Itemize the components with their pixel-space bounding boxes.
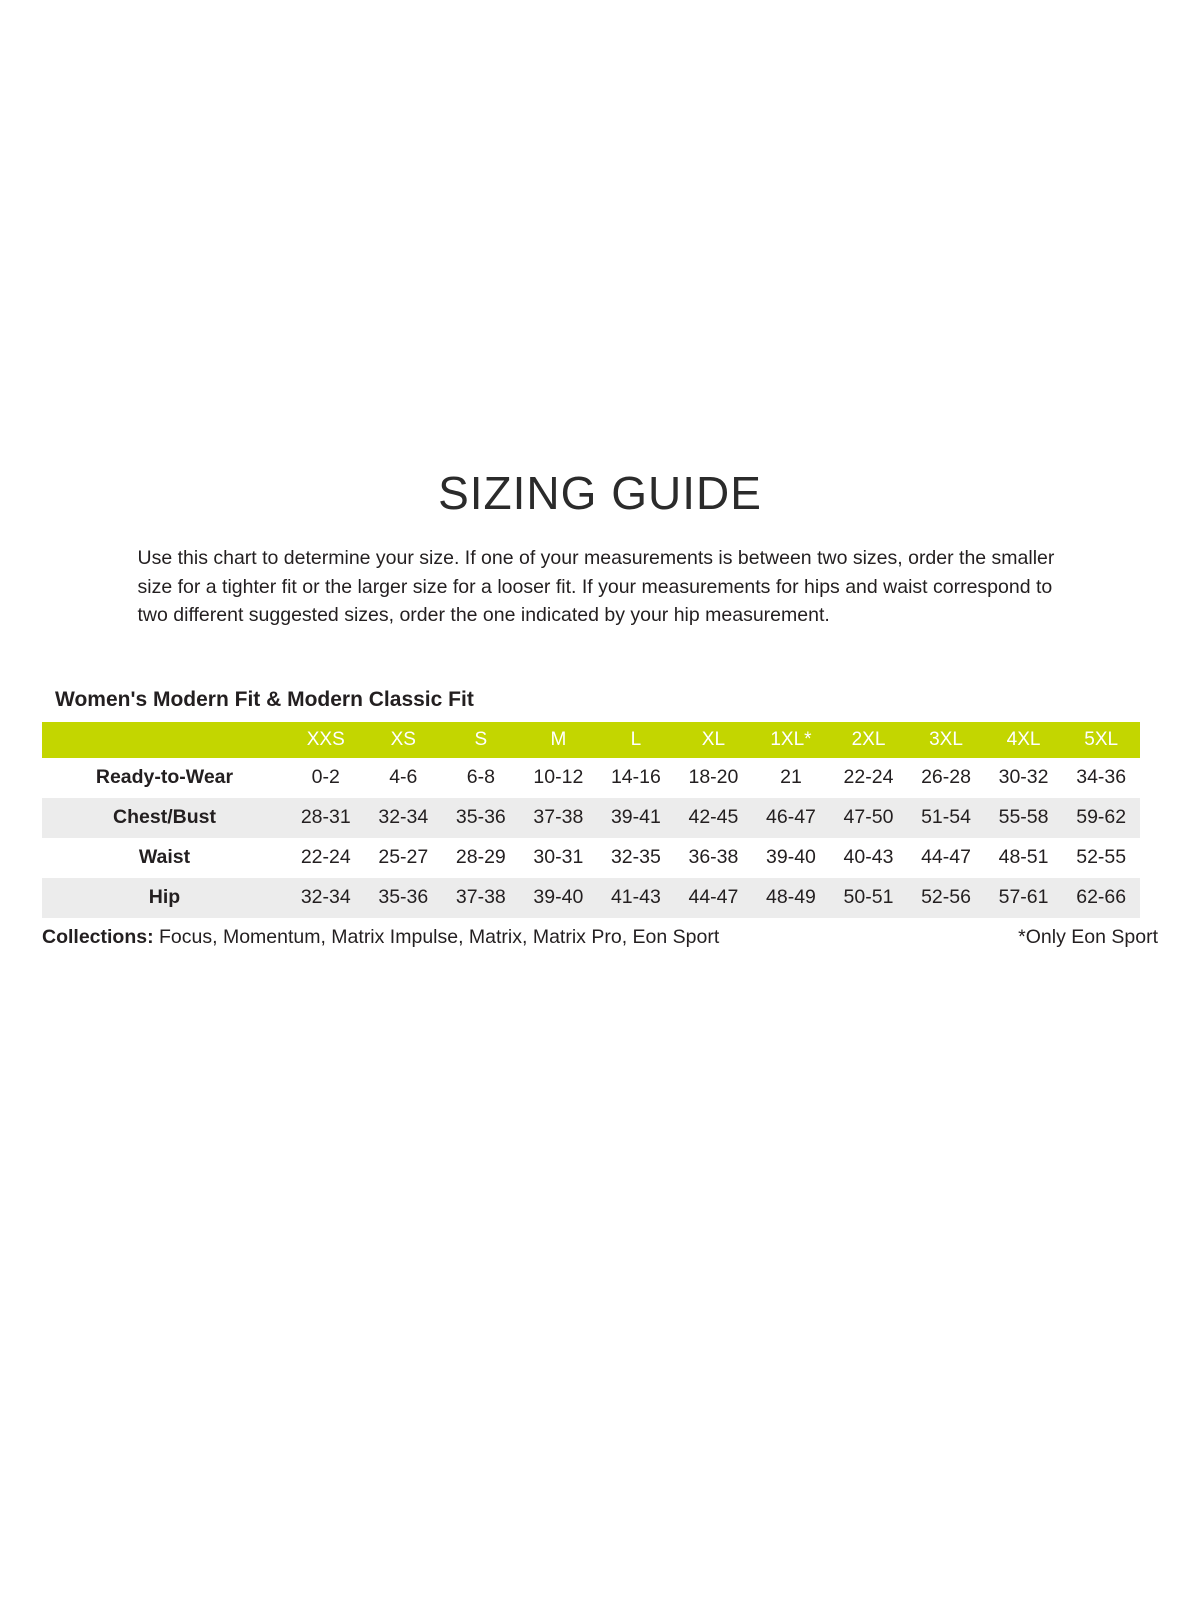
size-cell: 39-40 [766,846,816,869]
footnote: *Only Eon Sport [1018,925,1158,948]
row-label: Chest/Bust [113,806,216,829]
size-cell: 28-31 [300,806,351,829]
size-cell: 28-29 [455,846,506,869]
collections-value: Focus, Momentum, Matrix Impulse, Matrix, Matrix Pro, Eon Sport [153,925,720,948]
size-cell: 40-43 [843,846,894,869]
size-cell: 6-8 [466,766,495,789]
size-cell: 21 [780,766,802,789]
table-row [42,798,1140,838]
size-cell: 59-62 [1076,806,1127,829]
size-header: S [442,722,520,758]
size-cell: 32-34 [300,886,351,909]
size-cell: 36-38 [688,846,739,869]
size-cell: 10-12 [533,766,584,789]
size-cell: 14-16 [610,766,661,789]
size-cell: 35-36 [455,806,506,829]
size-cell: 30-31 [533,846,584,869]
size-cell: 37-38 [455,886,506,909]
size-header: 5XL [1062,722,1140,758]
size-cell: 25-27 [378,846,429,869]
size-table [42,722,1140,918]
size-cell: 30-32 [998,766,1049,789]
size-header: L [597,722,675,758]
size-header: 2XL [830,722,908,758]
size-cell: 46-47 [766,806,816,829]
size-cell: 26-28 [921,766,971,789]
size-cell: 44-47 [688,886,739,909]
size-header: M [520,722,598,758]
row-label: Waist [138,846,191,869]
size-cell: 22-24 [300,846,351,869]
size-header: XS [365,722,443,758]
page-title: SIZING GUIDE [438,467,762,519]
size-cell: 62-66 [1076,886,1127,909]
size-table-body [42,758,1140,918]
size-cell: 0-2 [311,766,340,789]
corner-cell [42,722,287,758]
size-cell: 55-58 [998,806,1049,829]
section-heading: Women's Modern Fit & Modern Classic Fit [55,687,474,711]
size-header: 4XL [985,722,1063,758]
table-footer [42,926,1158,949]
size-cell: 37-38 [533,806,584,829]
size-cell: 48-51 [998,846,1049,869]
intro-paragraph: Use this chart to determine your size. If one of your measurements is between two sizes, order the smaller size for a tighter fit or the larger size for a looser fit. If your measurements for hips and waist correspond to two different suggested sizes, order the one indicated by your hip measurement. [137,547,1055,627]
size-cell: 48-49 [766,886,816,909]
size-cell: 51-54 [921,806,971,829]
size-cell: 34-36 [1076,766,1127,789]
row-label: Ready-to-Wear [95,766,234,789]
size-cell: 35-36 [378,886,429,909]
size-cell: 57-61 [998,886,1049,909]
collections-label: Collections: [42,925,154,948]
collections-line [42,926,719,949]
row-label: Hip [148,886,181,909]
size-cell: 44-47 [921,846,971,869]
size-cell: 39-40 [533,886,584,909]
size-cell: 39-41 [610,806,661,829]
size-header: 3XL [907,722,985,758]
size-cell: 22-24 [843,766,894,789]
size-cell: 47-50 [843,806,894,829]
size-cell: 41-43 [610,886,661,909]
size-cell: 32-34 [378,806,429,829]
table-row [42,758,1140,798]
size-cell: 52-56 [921,886,971,909]
size-header: XXS [287,722,365,758]
size-header: 1XL* [752,722,830,758]
size-header-row [42,722,1140,758]
size-cell: 32-35 [610,846,661,869]
size-cell: 52-55 [1076,846,1127,869]
table-row [42,878,1140,918]
table-row [42,838,1140,878]
size-cell: 50-51 [843,886,894,909]
size-cell: 18-20 [688,766,739,789]
size-header: XL [675,722,753,758]
size-cell: 4-6 [389,766,418,789]
size-cell: 42-45 [688,806,739,829]
